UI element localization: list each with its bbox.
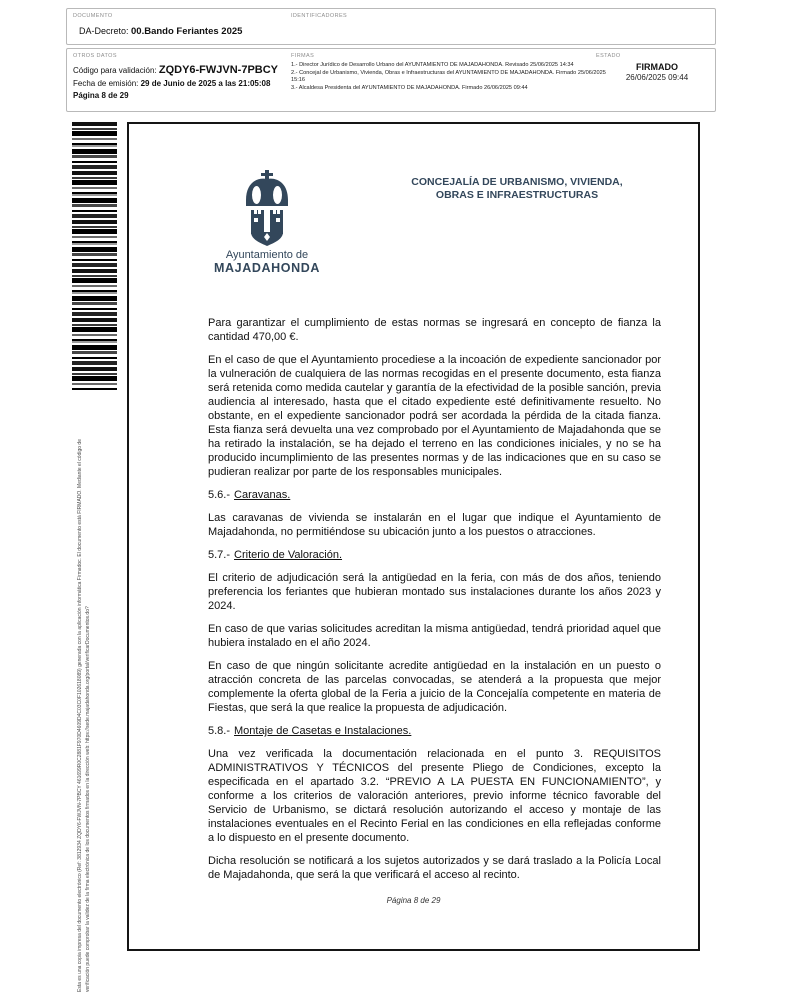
municipality-logo [205,170,329,275]
section-heading-5-7 [208,548,661,562]
identificadores-label: IDENTIFICADORES [291,13,348,19]
document-title: 00.Bando Feriantes 2025 [131,26,243,37]
page-indicator: Página 8 de 29 [73,91,129,100]
firmas-label: FIRMAS [291,53,315,59]
document-header-box [66,8,716,45]
signature-entry: 1.- Director Jurídico de Desarrollo Urbano del AYUNTAMIENTO DE MAJADAHONDA. Revisado 25/06/2025 14:34 [291,62,574,68]
paragraph: En caso de que ningún solicitante acredite antigüedad en la instalación en un puesto o atracción concreta de las parcelas convocadas, se atenderá a la propuesta que mejor complemente la oferta global de la Feria a juicio de la Concejalía competente en materia de Fiestas, que será la que realice la propuesta de adjudicación. [208,660,661,714]
coat-of-arms-icon [239,170,295,246]
paragraph: Una vez verificada la documentación relacionada en el punto 3. REQUISITOS ADMINISTRATIVOS Y TÉCNICOS del presente Pliego de Condiciones, excepto la especificada en el apartado 3.2. “PREVIO A LA PUESTA EN FUNCIONAMIENTO”, y conforme a los criterios de valoración anteriores, previo informe técnico favorable del Servicio de Urbanismo, se dictará resolución autorizando el acceso y montaje de las instalaciones eventuales en el Recinto Ferial en las condiciones en ella reflejadas conforme a lo dispuesto en el presente documento. [208,748,661,844]
verification-note-line2: verificación puede comprobar la validez de la firma electrónica de los documentos firmados en la dirección web: https://sede.majadahonda.org/portal/verificarDocumentos.do? [85,606,91,992]
section-title: Caravanas. [234,489,291,501]
document-type-prefix: DA-Decreto: [79,26,132,36]
department-heading-line2: OBRAS E INFRAESTRUCTURAS [435,189,599,201]
paragraph: El criterio de adjudicación será la antigüedad en la feria, con más de dos años, teniendo preferencia los feriantes que hubieran montado sus instalaciones durante los años 2023 y 2024. [208,572,661,612]
documento-label: DOCUMENTO [73,13,113,19]
signature-list [291,62,607,93]
paragraph: Dicha resolución se notificará a los sujetos autorizados y se dará traslado a la Policía Local de Majadahonda, que será la que verificará el acceso al recinto. [208,855,661,881]
paragraph: En el caso de que el Ayuntamiento procediese a la incoación de expediente sancionador por la vulneración de cualquiera de las normas recogidas en el presente documento, esta fianza será retenida como medida cautelar y garantía de la efectividad de la posible sanción, previa audiencia al interesado, hasta que el citado expediente esté definitivamente resuelto. No obstante, en el expediente sancionador podrá ser acordada la pérdida de la citada fianza. Esta fianza será devuelta una vez comprobado por el Ayuntamiento de Majadahonda que se ha retirado la instalación, se ha dejado el terreno en las condiciones iniciales, y no se ha producido incumplimiento de las presentes normas y de las indicaciones que en su caso se pudieran realizar por parte de los responsables municipales. [208,354,661,478]
section-number: 5.8.- [208,725,231,737]
section-heading-5-6 [208,488,661,502]
signature-entry: 3.- Alcaldesa Presidenta del AYUNTAMIENTO DE MAJADAHONDA. Firmado 26/06/2025 09:44 [291,85,528,91]
paragraph: Las caravanas de vivienda se instalarán en el lugar que indique el Ayuntamiento de Majadahonda, no permitiéndose su ubicación junto a los puestos o atracciones. [208,512,661,538]
verification-note [76,414,92,992]
validation-code-line [73,64,278,76]
section-heading-5-8 [208,724,661,738]
department-heading [397,176,637,202]
paragraph: En caso de que varias solicitudes acreditan la misma antigüedad, tendrá prioridad aquel que hubiera instalado en el año 2024. [208,623,661,649]
section-number: 5.7.- [208,549,231,561]
validation-code: ZQDY6-FWJVN-7PBCY [158,64,279,76]
barcode [72,122,117,390]
section-title: Criterio de Valoración. [234,549,343,561]
status-block [605,62,709,82]
org-name-line1: Ayuntamiento de [225,249,309,261]
validation-header-box [66,48,716,112]
verification-note-line1: Esta es una copia impresa del documento electrónico (Ref: 3812934 ZQDY6-FWJVN-7PBCY 461699R0C2881F970D4609D4C03C0F102618089) generada con la aplicación informática Firmadoc. El documento está FIRMADO. Mediante el código de [77,439,83,992]
document-type-value [79,26,242,37]
page-footer: Página 8 de 29 [386,896,441,905]
otros-datos-label: OTROS DATOS [73,53,117,59]
department-heading-line1: CONCEJALÍA DE URBANISMO, VIVIENDA, [411,176,623,188]
section-number: 5.6.- [208,489,231,501]
emission-date-line [73,79,270,88]
emission-date-label: Fecha de emisión: [73,79,141,88]
signature-entry: 2.- Concejal de Urbanismo, Vivienda, Obras e Infraestructuras del AYUNTAMIENTO DE MAJADAHONDA. Firmado 25/06/2025 15:16 [291,70,606,83]
status-date: 26/06/2025 09:44 [625,73,689,82]
validation-code-label: Código para validación: [73,66,159,75]
emission-date: 29 de Junio de 2025 a las 21:05:08 [140,79,271,88]
paragraph: Para garantizar el cumplimiento de estas normas se ingresará en concepto de fianza la cantidad 470,00 €. [208,317,661,343]
document-page [127,122,700,951]
status-badge: FIRMADO [636,62,678,72]
estado-label: ESTADO [596,53,621,59]
section-title: Montaje de Casetas e Instalaciones. [234,725,412,737]
document-body [208,316,661,891]
org-name-line2: MAJADAHONDA [214,261,320,275]
